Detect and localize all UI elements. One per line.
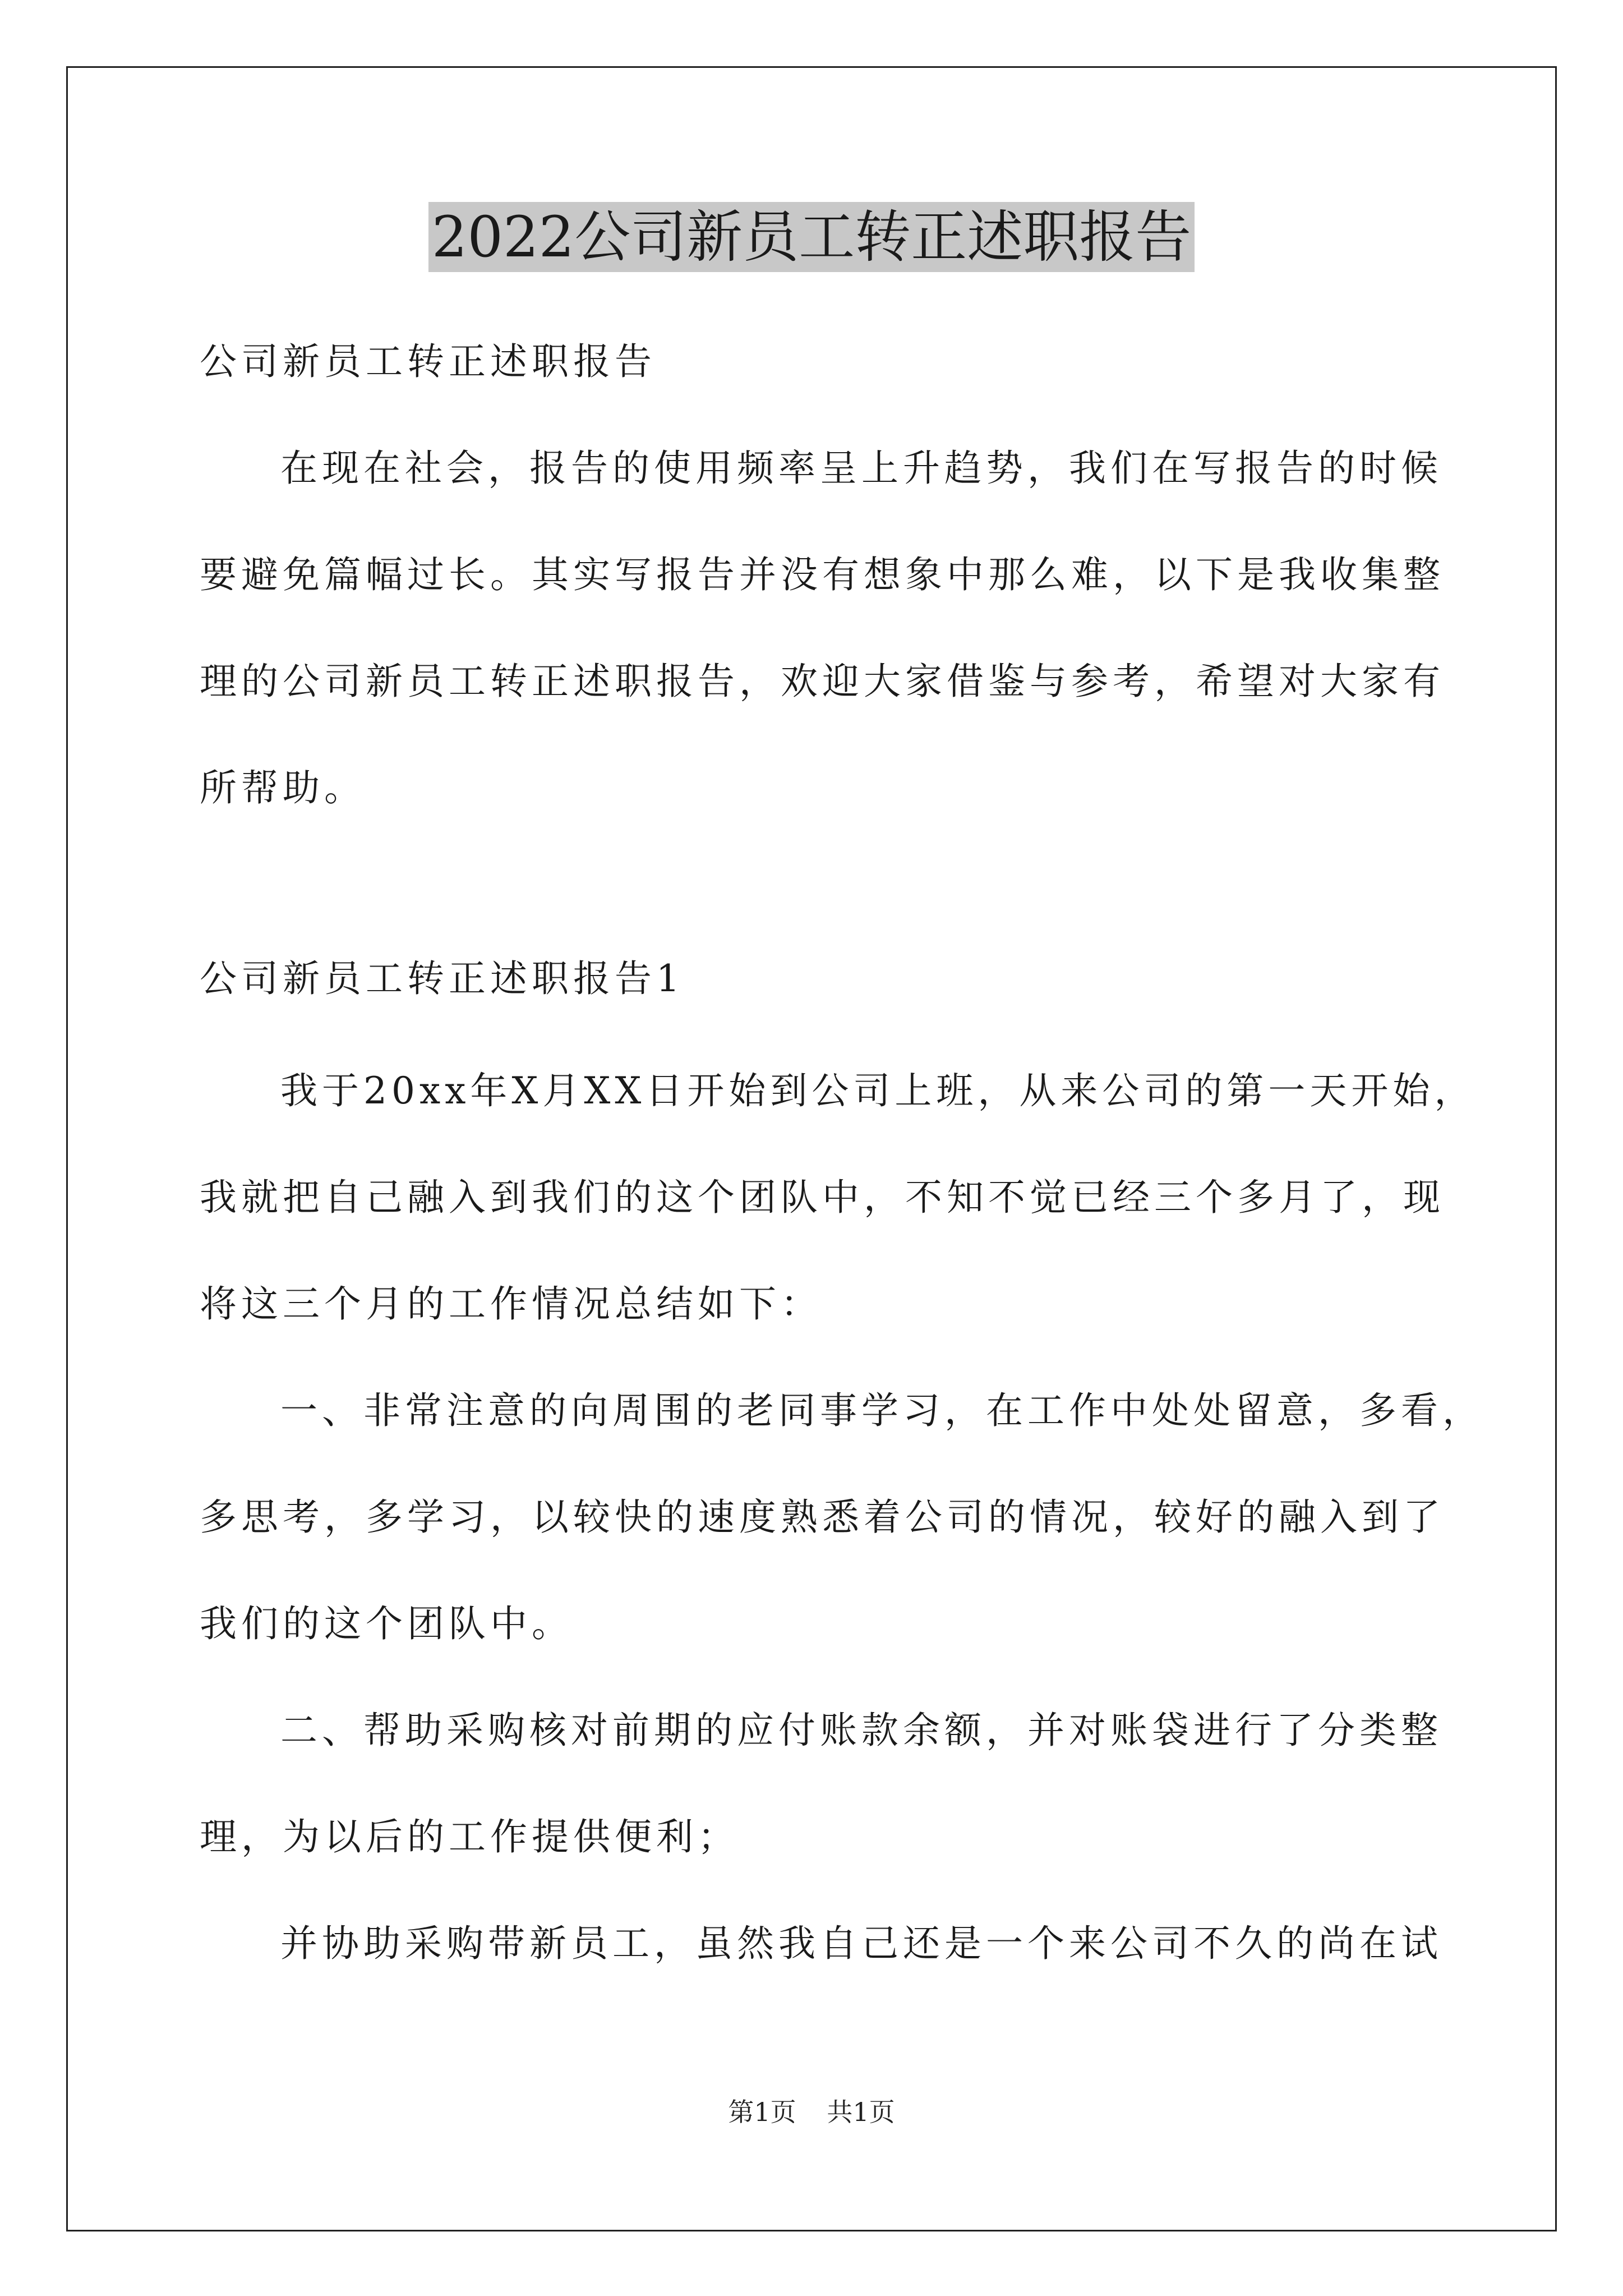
paragraph-line: 在现在社会，报告的使用频率呈上升趋势，我们在写报告的时候 [280, 447, 1442, 490]
paragraph-line: 我就把自己融入到我们的这个团队中，不知不觉已经三个多月了，现 [200, 1176, 1445, 1219]
paragraph-line: 我们的这个团队中。 [200, 1602, 573, 1645]
paragraph-line: 并协助采购带新员工，虽然我自己还是一个来公司不久的尚在试 [280, 1922, 1442, 1965]
paragraph-line: 多思考，多学习，以较快的速度熟悉着公司的情况，较好的融入到了 [200, 1496, 1445, 1539]
section-heading: 公司新员工转正述职报告1 [200, 957, 684, 1000]
paragraph-line: 一、非常注意的向周围的老同事学习，在工作中处处留意，多看， [280, 1389, 1484, 1432]
paragraph-line: 我于20xx年X月XX日开始到公司上班，从来公司的第一天开始， [280, 1069, 1476, 1112]
paragraph-line: 二、帮助采购核对前期的应付账款余额，并对账袋进行了分类整 [280, 1709, 1442, 1752]
page-footer [0, 2095, 1623, 2129]
page-number-current: 第1页 [728, 2097, 796, 2127]
paragraph-line: 要避免篇幅过长。其实写报告并没有想象中那么难，以下是我收集整 [200, 553, 1445, 596]
page-border [66, 66, 1557, 2231]
paragraph-line: 所帮助。 [200, 766, 366, 809]
section-heading: 公司新员工转正述职报告 [200, 340, 656, 383]
paragraph-line: 理，为以后的工作提供便利； [200, 1815, 739, 1858]
document-title [0, 201, 1623, 274]
page-number-total: 共1页 [827, 2097, 895, 2127]
document-title-text: 2022公司新员工转正述职报告 [428, 202, 1195, 272]
paragraph-line: 将这三个月的工作情况总结如下： [200, 1282, 822, 1326]
paragraph-line: 理的公司新员工转正述职报告，欢迎大家借鉴与参考，希望对大家有 [200, 660, 1445, 703]
